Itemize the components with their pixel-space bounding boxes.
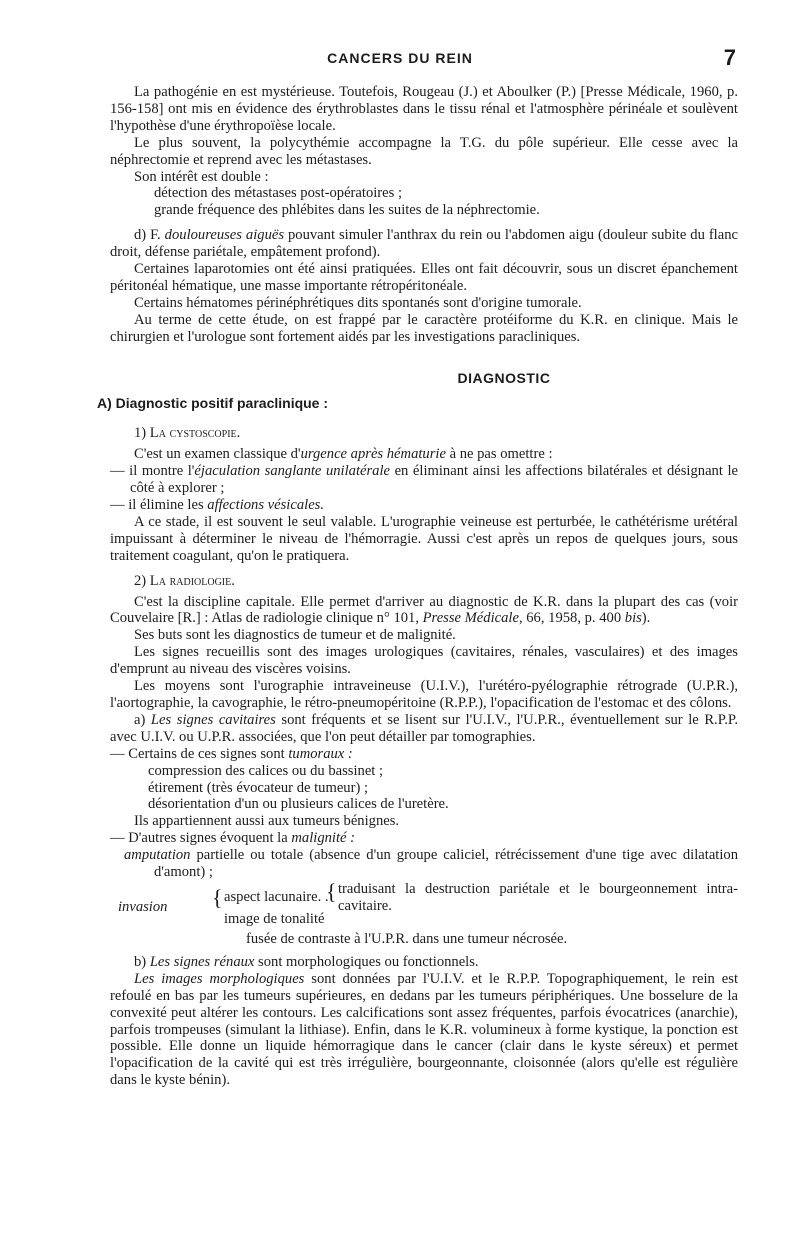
list-item: — il montre l'éjaculation sanglante unilatérale en éliminant ainsi les affections bilatérales et désignant le côté à explorer ;	[110, 463, 739, 497]
page-number: 7	[723, 45, 736, 70]
list-item: détection des métastases post-opératoires ;	[154, 185, 403, 202]
paragraph: Le plus souvent, la polycythémie accompagne la T.G. du pôle supérieur. Elle cesse avec la néphrectomie et reprend avec les métastases.	[110, 134, 738, 168]
subsection-heading: A) Diagnostic positif paraclinique :	[97, 394, 329, 411]
paragraph: d) F. douloureuses aiguës pouvant simuler l'anthrax du rein ou l'abdomen aigu (douleur subite du flanc droit, défense pariétale, empâtement profond).	[110, 227, 738, 261]
paragraph: La pathogénie en est mystérieuse. Toutefois, Rougeau (J.) et Aboulker (P.) [Presse Médicale, 1960, p. 156-158] ont mis en évidence des érythroblastes dans le tissu rénal et l'atmosphère périnéale et soulèvent l'hypothèse d'une érythropoïèse locale.	[110, 84, 738, 134]
page-body	[97, 84, 739, 1089]
paragraph: Ils appartiennent aussi aux tumeurs bénignes.	[134, 813, 400, 830]
paragraph: Les images morphologiques sont données par l'U.I.V. et le R.P.P. Topographiquement, le rein est refoulé en bas par les tumeurs supérieures, en dedans par les tumeurs périphériques. Une bosselure de la convexité peut altérer les contours. Les calcifications sont assez fréquentes, parfois évocatrices (anarchie), parfois trompeuses (simulant la lithiase). Enfin, dans le K.R. volumineux à forme kystique, la ponction est possible. Elle donne un liquide hémorragique dans le cancer (clair dans le kyste séreux) et permet l'opacification de la cavité qui est très irrégulière, bourgeonnante, cloisonnée (alors qu'elle est régulière dans le kyste bénin).	[110, 970, 738, 1089]
list-item: — D'autres signes évoquent la malignité :	[110, 830, 356, 847]
invasion-block	[110, 878, 738, 931]
paragraph: Les moyens sont l'urographie intraveineuse (U.I.V.), l'urétéro-pyélographie rétrograde (U.P.R.), l'aortographie, la cavographie, le rétro-pneumopéritoine (R.P.P.), l'opacification de l'estomac et des côlons.	[110, 678, 738, 711]
list-item: grande fréquence des phlébites dans les suites de la néphrectomie.	[154, 202, 540, 219]
paragraph: Son intérêt est double :	[134, 168, 269, 185]
invasion-aspect: aspect lacunaire. .	[224, 888, 329, 905]
subsection-title: 1) La cystoscopie.	[134, 425, 241, 442]
list-item: — il élimine les affections vésicales.	[110, 497, 324, 514]
paragraph: a) Les signes cavitaires sont fréquents et se lisent sur l'U.I.V., l'U.P.R., éventuellement sur le R.P.P. avec U.I.V. ou U.P.R. associées, que l'on peut détailler par tomographies.	[110, 711, 738, 745]
paragraph: Les signes recueillis sont des images urologiques (cavitaires, rénales, vasculaires) et des images d'emprunt au niveau des viscères voisins.	[110, 644, 738, 678]
paragraph: Certaines laparotomies ont été ainsi pratiquées. Elles ont fait découvrir, sous un discret épanchement péritonéal hématique, une masse importante rétropéritonéale.	[110, 261, 738, 294]
paragraph: b) Les signes rénaux sont morphologiques ou fonctionnels.	[134, 953, 479, 970]
invasion-description: traduisant la destruction pariétale et le bourgeonnement intra-cavitaire.	[338, 880, 738, 914]
paragraph: Au terme de cette étude, on est frappé par le caractère protéiforme du K.R. en clinique. Mais le chirurgien et l'urologue sont fortement aidés par les investigations paracliniques.	[110, 311, 738, 345]
running-header: CANCERS DU REIN	[327, 50, 473, 66]
paragraph: C'est la discipline capitale. Elle permet d'arriver au diagnostic de K.R. dans la plupart des cas (voir Couvelaire [R.] : Atlas de radiologie clinique n° 101, Presse Médicale, 66, 1958, p. 400 bis).	[110, 593, 738, 627]
brace-glyph: {	[212, 884, 223, 910]
paragraph: A ce stade, il est souvent le seul valable. L'urographie veineuse est perturbée, le cathétérisme urétéral impuissant à déterminer le niveau de l'hémorragie. Aussi c'est après un repos de quelques jours, sous traitement coagulant, qu'on le pratiquera.	[110, 513, 738, 564]
invasion-label: invasion	[118, 898, 168, 915]
invasion-image: image de tonalité	[224, 910, 325, 927]
list-item: amputation partielle ou totale (absence d'un groupe caliciel, rétrécissement d'une tige avec dilatation d'amont) ;	[124, 847, 738, 881]
paragraph: C'est un examen classique d'urgence après hématurie à ne pas omettre :	[134, 446, 553, 463]
subsection-title: 2) La radiologie.	[134, 572, 235, 589]
list-item: étirement (très évocateur de tumeur) ;	[148, 779, 369, 796]
list-item: compression des calices ou du bassinet ;	[148, 762, 384, 779]
list-item: désorientation d'un ou plusieurs calices de l'uretère.	[148, 796, 449, 813]
list-item: — Certains de ces signes sont tumoraux :	[110, 745, 353, 762]
paragraph: Certains hématomes périnéphrétiques dits spontanés sont d'origine tumorale.	[134, 294, 582, 311]
section-heading: DIAGNOSTIC	[457, 369, 551, 386]
list-item: fusée de contraste à l'U.P.R. dans une tumeur nécrosée.	[246, 930, 568, 947]
brace-glyph: {	[326, 878, 337, 904]
paragraph: Ses buts sont les diagnostics de tumeur et de malignité.	[134, 627, 456, 644]
